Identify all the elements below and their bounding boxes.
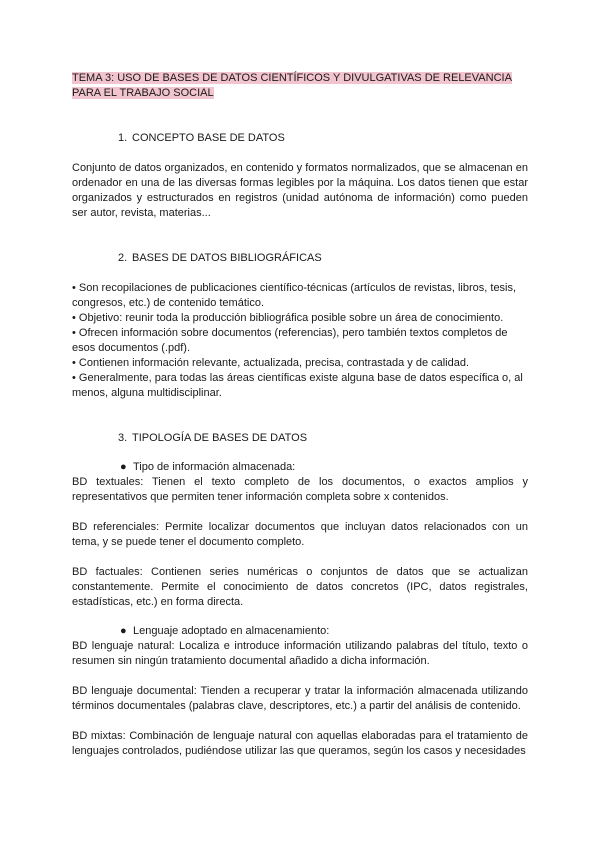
document-title [72,71,528,101]
section-2-number: 2. [118,252,128,264]
paragraph-bd-referenciales: BD referenciales: Permite localizar documentos que incluyan datos relacionados con un tema, y se puede tener el documento completo. [72,521,528,548]
bullet-dot-icon: ● [120,625,127,637]
subsection-label: Tipo de información almacenada: [133,461,296,473]
title-line-1: TEMA 3: USO DE BASES DE DATOS CIENTÍFICOS Y DIVULGATIVAS DE RELEVANCIA [72,72,512,84]
section-3-heading [72,431,528,446]
section-1-heading [72,131,528,146]
subsection-label: Lenguaje adoptado en almacenamiento: [133,625,330,637]
section-3-number: 3. [118,432,128,444]
title-line-2: PARA EL TRABAJO SOCIAL [72,87,214,99]
section-2-heading [72,251,528,266]
section-1-number: 1. [118,132,128,144]
list-item: • Contienen información relevante, actualizada, precisa, contrastada y de calidad. [72,357,470,369]
list-item: • Generalmente, para todas las áreas científicas existe alguna base de datos específica o, al menos, alguna multidisciplinar. [72,372,523,399]
list-item: • Objetivo: reunir toda la producción bibliográfica posible sobre un área de conocimiento. [72,312,504,324]
list-item: • Ofrecen información sobre documentos (referencias), pero también textos completos de esos documentos (.pdf). [72,327,508,354]
paragraph-bd-lenguaje-documental: BD lenguaje documental: Tienden a recuperar y tratar la información almacenada utilizando términos documentales (palabras clave, descriptores, etc.) a partir del análisis de contenido. [72,685,528,712]
paragraph-bd-mixtas: BD mixtas: Combinación de lenguaje natural con aquellas elaboradas para el tratamiento de lenguajes controlados, pudiéndose utilizar las que queramos, según los casos y necesidades [72,730,528,757]
bullet-dot-icon: ● [120,461,127,473]
section-2-title: BASES DE DATOS BIBLIOGRÁFICAS [132,252,322,264]
section-2-bullet-list [72,281,528,401]
list-item: • Son recopilaciones de publicaciones científico-técnicas (artículos de revistas, libros, tesis, congresos, etc.) de contenido temático. [72,282,517,309]
paragraph-bd-factuales: BD factuales: Contienen series numéricas o conjuntos de datos que se actualizan constantemente. Permite el conocimiento de datos concretos (IPC, datos registrales, estadísticas, etc.) en forma directa. [72,566,528,608]
section-1-paragraph: Conjunto de datos organizados, en contenido y formatos normalizados, que se almacenan en ordenador en una de las diversas formas legibles por la máquina. Los datos tienen que estar organizados y estructurados en registros (unidad autónoma de información) como pueden ser autor, revista, materias... [72,162,528,219]
subsection-bullet-information-type [72,460,528,475]
subsection-bullet-language [72,624,528,639]
section-3-title: TIPOLOGÍA DE BASES DE DATOS [132,432,308,444]
document-content [72,71,528,759]
paragraph-bd-textuales: BD textuales: Tienen el texto completo de los documentos, o exactos amplios y representativos que permiten tener información completa sobre x contenidos. [72,476,528,503]
paragraph-bd-lenguaje-natural: BD lenguaje natural: Localiza e introduce información utilizando palabras del título, texto o resumen sin ningún tratamiento documental añadido a dicha información. [72,640,528,667]
section-1-title: CONCEPTO BASE DE DATOS [132,132,285,144]
